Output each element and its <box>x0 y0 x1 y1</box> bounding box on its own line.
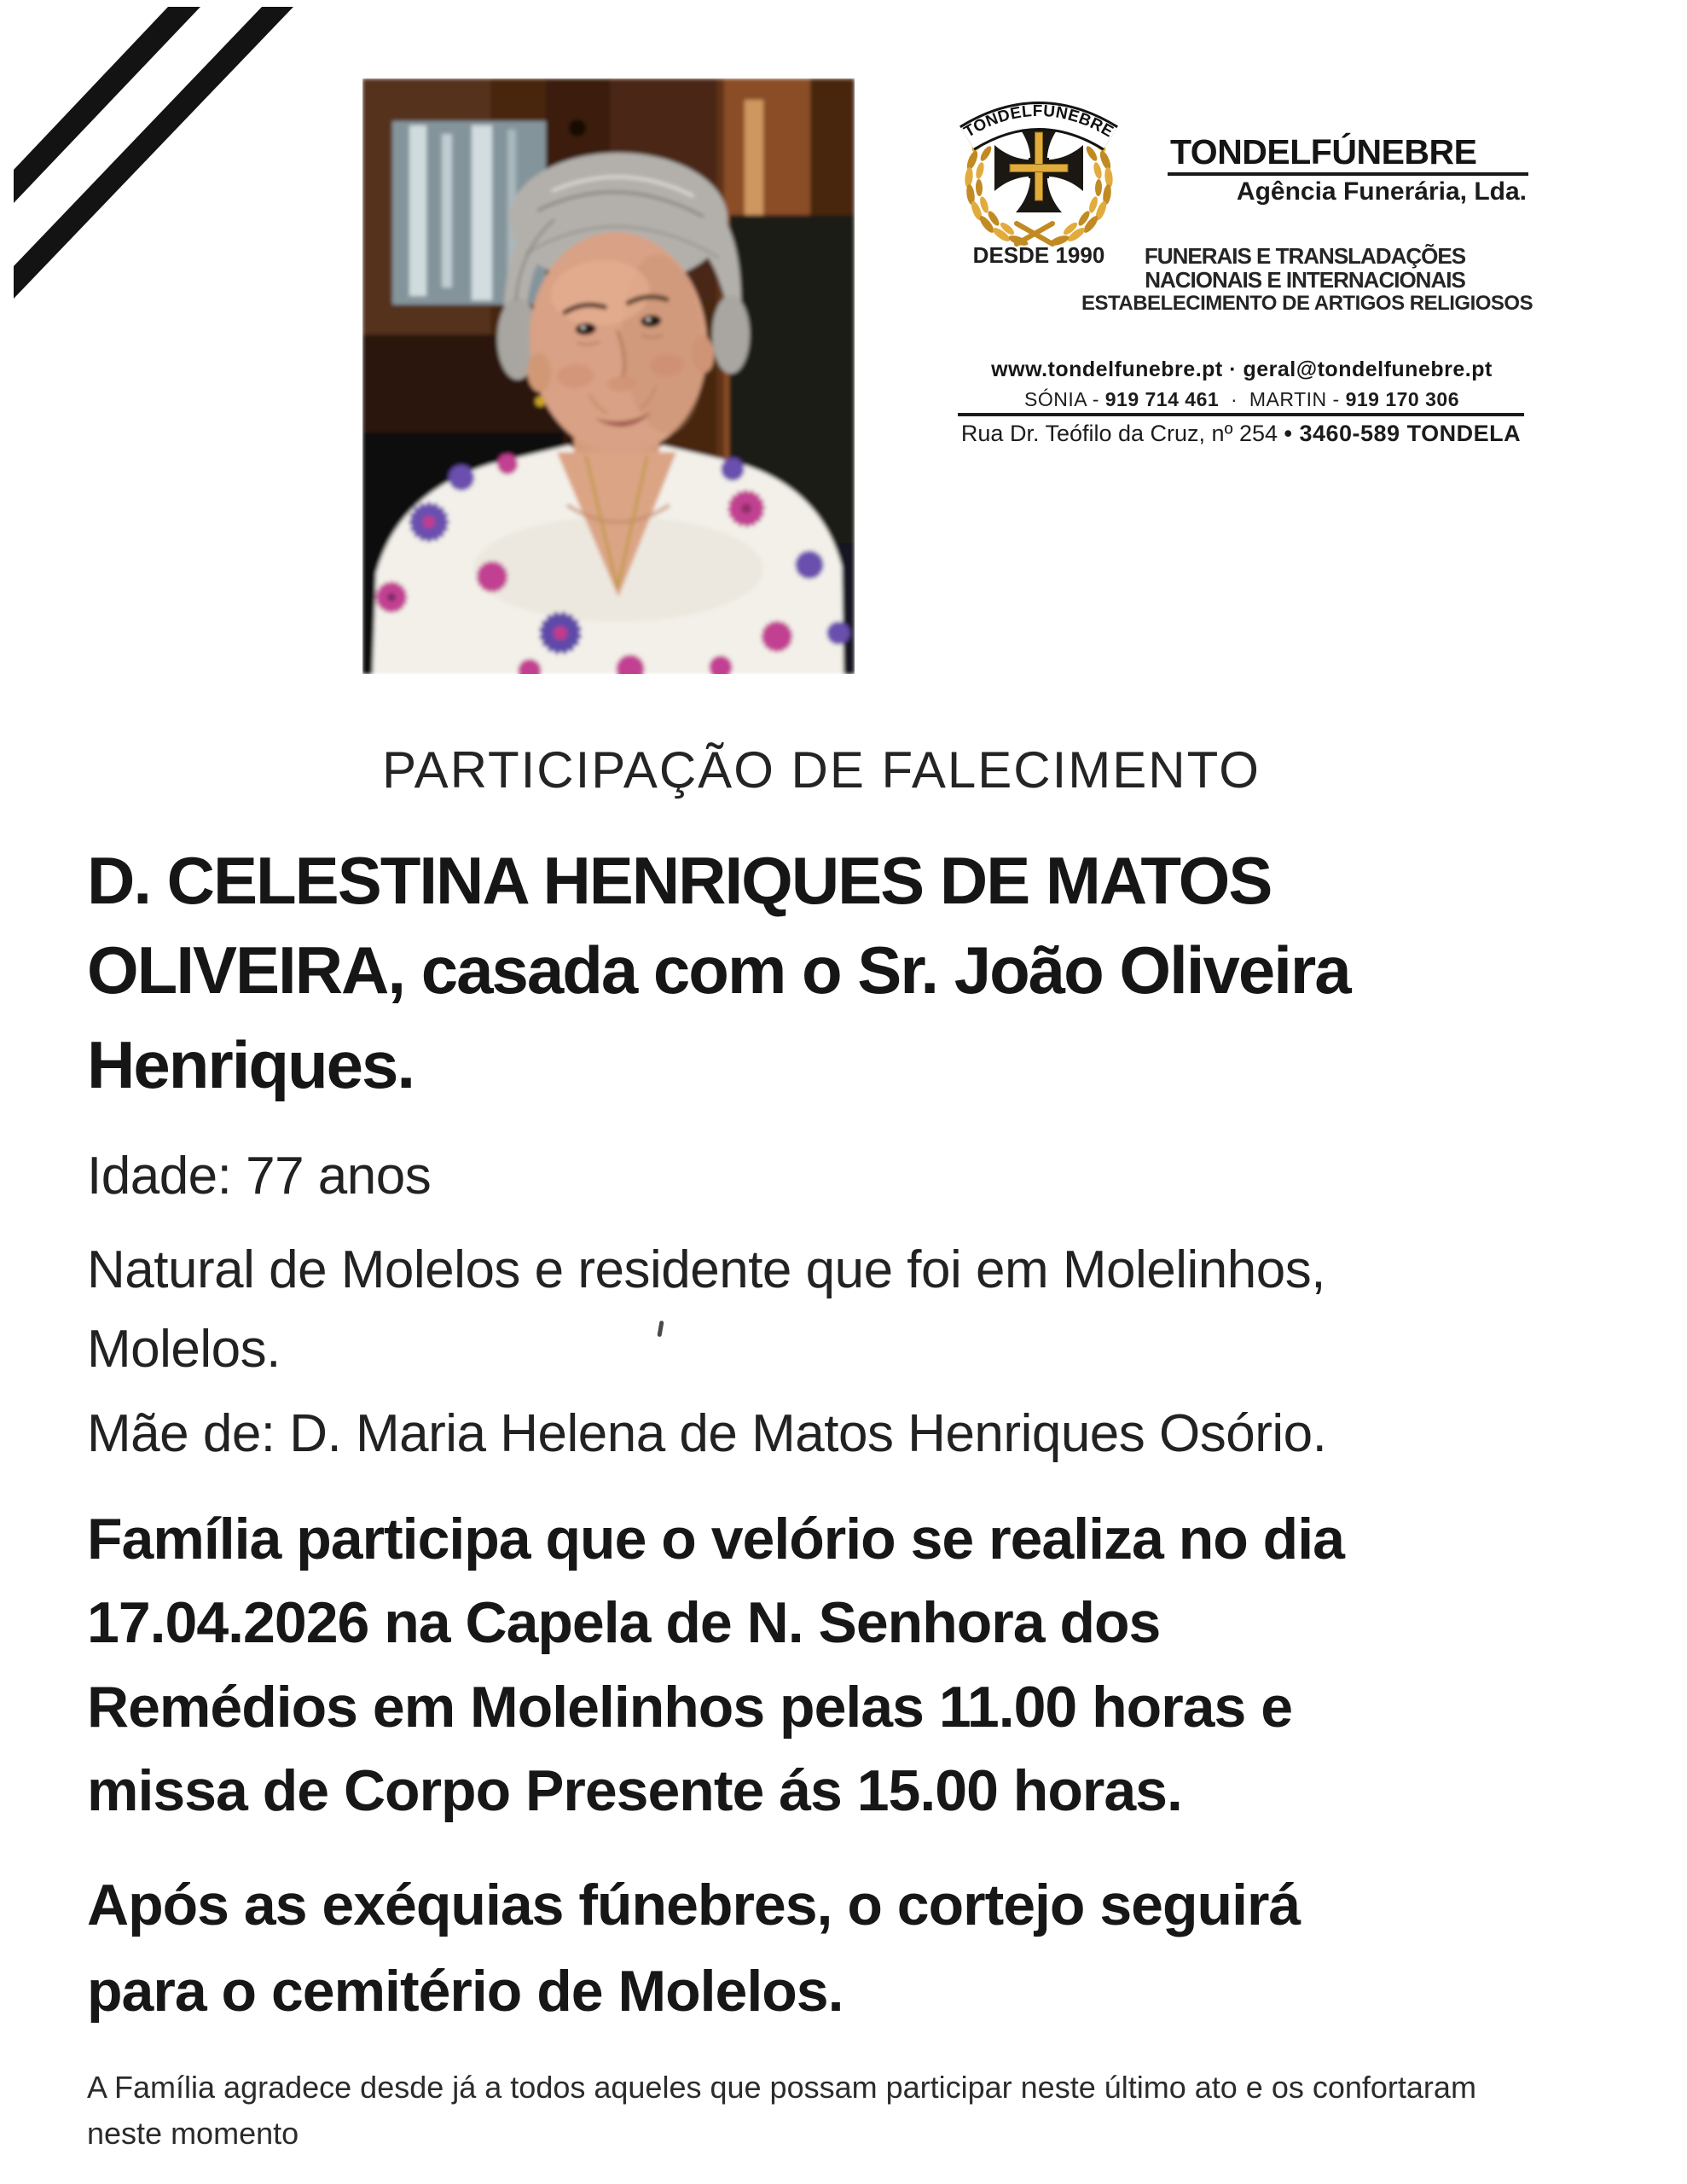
contact-separator: · <box>1229 357 1238 381</box>
agency-name-underline <box>1168 172 1528 176</box>
mourning-stripes-icon <box>0 0 307 324</box>
wake-info-line: 17.04.2026 na Capela de N. Senhora dos <box>87 1590 1161 1655</box>
agency-address-line <box>958 421 1524 447</box>
age-line: Idade: 77 anos <box>87 1147 432 1205</box>
portrait-photo <box>362 78 855 674</box>
announcement-title: PARTICIPAÇÃO DE FALECIMENTO <box>382 741 1261 799</box>
inner-gold-cross-icon <box>1010 132 1068 200</box>
agency-phones-line <box>955 388 1528 411</box>
cross-pattee-icon <box>994 124 1083 212</box>
address-street: Rua Dr. Teófilo da Cruz, nº 254 <box>960 421 1284 446</box>
family-thanks-line: A Família agradece desde já a todos aqueles que possam participar neste último ato e os confortaram <box>87 2070 1476 2105</box>
agency-service-line: NACIONAIS E INTERNACIONAIS <box>1145 267 1465 293</box>
procession-line: Após as exéquias fúnebres, o cortejo seguirá <box>87 1873 1301 1937</box>
wake-info-line: Família participa que o velório se realiza no dia <box>87 1507 1344 1571</box>
phone2-label: MARTIN - <box>1249 388 1346 410</box>
origin-line: Molelos. <box>87 1320 281 1379</box>
scan-artifact-mark <box>657 1321 664 1338</box>
agency-website: www.tondelfunebre.pt <box>991 357 1223 381</box>
address-city: 3460-589 TONDELA <box>1299 421 1522 446</box>
wake-info-line: Remédios em Molelinhos pelas 11.00 horas e <box>87 1675 1293 1740</box>
phone2-number: 919 170 306 <box>1345 388 1459 410</box>
phone1-number: 919 714 461 <box>1104 388 1220 410</box>
agency-email: geral@tondelfunebre.pt <box>1243 357 1493 381</box>
address-bullet: • <box>1284 421 1300 446</box>
family-thanks-line: neste momento <box>87 2116 299 2151</box>
agency-logo-icon <box>954 85 1124 247</box>
agency-service-line: ESTABELECIMENTO DE ARTIGOS RELIGIOSOS <box>1081 292 1533 315</box>
contact-separator: · <box>1230 388 1238 410</box>
logo-banner-text: TONDELFÚNEBRE <box>960 102 1117 142</box>
agency-subtitle: Agência Funerária, Lda. <box>1236 177 1527 206</box>
agency-contact-line <box>955 357 1528 382</box>
agency-name: TONDELFÚNEBRE <box>1170 132 1477 171</box>
procession-line: para o cemitério de Molelos. <box>87 1959 844 2024</box>
deceased-name-line: OLIVEIRA, casada com o Sr. João Oliveira <box>87 932 1350 1008</box>
deceased-name-line: Henriques. <box>87 1027 415 1102</box>
agency-since-label: DESDE 1990 <box>972 242 1105 268</box>
origin-line: Natural de Molelos e residente que foi em Molelinhos, <box>87 1240 1325 1299</box>
agency-service-line: FUNERAIS E TRANSLADAÇÕES <box>1144 243 1466 269</box>
phone1-label: SÓNIA - <box>1024 388 1105 410</box>
wake-info-line: missa de Corpo Presente ás 15.00 horas. <box>87 1758 1182 1823</box>
mother-line: Mãe de: D. Maria Helena de Matos Henriques Osório. <box>87 1404 1327 1463</box>
deceased-name-line: D. CELESTINA HENRIQUES DE MATOS <box>87 843 1272 918</box>
letterhead-divider <box>958 413 1524 416</box>
